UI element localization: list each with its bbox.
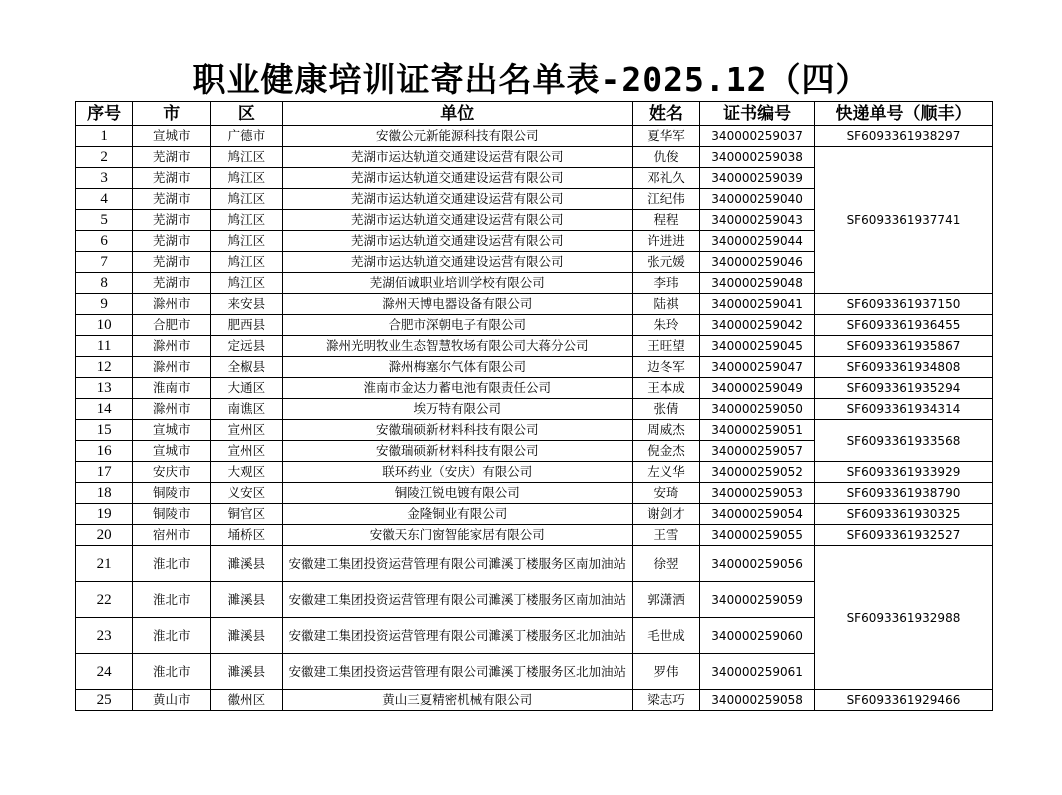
row-cert-no: 340000259057 <box>700 441 815 462</box>
row-unit: 芜湖市运达轨道交通建设运营有限公司 <box>282 147 632 168</box>
row-seq: 3 <box>76 168 133 189</box>
row-district: 铜官区 <box>211 504 283 525</box>
row-express-no: SF6093361932527 <box>814 525 992 546</box>
row-unit: 滁州梅塞尔气体有限公司 <box>282 357 632 378</box>
table-row <box>76 483 993 504</box>
row-district: 广德市 <box>211 126 283 147</box>
row-name: 边冬军 <box>632 357 700 378</box>
row-unit: 黄山三夏精密机械有限公司 <box>282 690 632 711</box>
row-city: 合肥市 <box>133 315 211 336</box>
row-name: 王旺望 <box>632 336 700 357</box>
table-row <box>76 357 993 378</box>
table-row <box>76 315 993 336</box>
row-seq: 4 <box>76 189 133 210</box>
row-cert-no: 340000259038 <box>700 147 815 168</box>
row-unit: 铜陵江锐电镀有限公司 <box>282 483 632 504</box>
row-city: 芜湖市 <box>133 231 211 252</box>
mailing-list-table <box>75 101 993 711</box>
row-cert-no: 340000259037 <box>700 126 815 147</box>
row-unit: 安徽建工集团投资运营管理有限公司濉溪丁楼服务区北加油站 <box>282 618 632 654</box>
row-express-no: SF6093361936455 <box>814 315 992 336</box>
row-district: 徽州区 <box>211 690 283 711</box>
table-row <box>76 147 993 168</box>
header-row <box>76 102 993 126</box>
row-express-no: SF6093361930325 <box>814 504 992 525</box>
row-city: 芜湖市 <box>133 147 211 168</box>
row-cert-no: 340000259052 <box>700 462 815 483</box>
row-city: 滁州市 <box>133 336 211 357</box>
row-seq: 11 <box>76 336 133 357</box>
row-unit: 滁州天博电器设备有限公司 <box>282 294 632 315</box>
row-city: 宣城市 <box>133 420 211 441</box>
row-name: 李玮 <box>632 273 700 294</box>
row-city: 黄山市 <box>133 690 211 711</box>
row-name: 周威杰 <box>632 420 700 441</box>
row-district: 埇桥区 <box>211 525 283 546</box>
row-city: 淮北市 <box>133 618 211 654</box>
row-seq: 6 <box>76 231 133 252</box>
row-seq: 22 <box>76 582 133 618</box>
row-name: 邓礼久 <box>632 168 700 189</box>
row-express-no: SF6093361933929 <box>814 462 992 483</box>
row-district: 濉溪县 <box>211 546 283 582</box>
row-seq: 12 <box>76 357 133 378</box>
row-unit: 安徽公元新能源科技有限公司 <box>282 126 632 147</box>
row-district: 宣州区 <box>211 441 283 462</box>
row-unit: 金隆铜业有限公司 <box>282 504 632 525</box>
row-cert-no: 340000259043 <box>700 210 815 231</box>
row-cert-no: 340000259056 <box>700 546 815 582</box>
row-unit: 芜湖市运达轨道交通建设运营有限公司 <box>282 231 632 252</box>
row-city: 淮南市 <box>133 378 211 399</box>
row-seq: 16 <box>76 441 133 462</box>
row-seq: 1 <box>76 126 133 147</box>
row-unit: 芜湖市运达轨道交通建设运营有限公司 <box>282 210 632 231</box>
row-cert-no: 340000259054 <box>700 504 815 525</box>
row-district: 义安区 <box>211 483 283 504</box>
row-cert-no: 340000259053 <box>700 483 815 504</box>
row-district: 濉溪县 <box>211 618 283 654</box>
row-cert-no: 340000259040 <box>700 189 815 210</box>
row-express-no: SF6093361937741 <box>814 147 992 294</box>
row-express-no: SF6093361932988 <box>814 546 992 690</box>
row-seq: 21 <box>76 546 133 582</box>
row-cert-no: 340000259046 <box>700 252 815 273</box>
row-express-no: SF6093361935867 <box>814 336 992 357</box>
row-seq: 20 <box>76 525 133 546</box>
row-cert-no: 340000259050 <box>700 399 815 420</box>
row-unit: 芜湖市运达轨道交通建设运营有限公司 <box>282 252 632 273</box>
row-city: 芜湖市 <box>133 189 211 210</box>
row-name: 陆祺 <box>632 294 700 315</box>
row-district: 鸠江区 <box>211 168 283 189</box>
table-row <box>76 126 993 147</box>
row-district: 全椒县 <box>211 357 283 378</box>
row-seq: 14 <box>76 399 133 420</box>
row-district: 濉溪县 <box>211 654 283 690</box>
row-name: 徐翌 <box>632 546 700 582</box>
row-district: 定远县 <box>211 336 283 357</box>
header-cert-no: 证书编号 <box>700 102 815 126</box>
row-city: 安庆市 <box>133 462 211 483</box>
row-cert-no: 340000259049 <box>700 378 815 399</box>
row-name: 许进进 <box>632 231 700 252</box>
row-district: 南谯区 <box>211 399 283 420</box>
row-cert-no: 340000259055 <box>700 525 815 546</box>
row-district: 宣州区 <box>211 420 283 441</box>
row-city: 淮北市 <box>133 546 211 582</box>
table-row <box>76 294 993 315</box>
row-cert-no: 340000259051 <box>700 420 815 441</box>
row-seq: 7 <box>76 252 133 273</box>
row-name: 夏华军 <box>632 126 700 147</box>
row-seq: 2 <box>76 147 133 168</box>
row-district: 鸠江区 <box>211 147 283 168</box>
row-city: 芜湖市 <box>133 210 211 231</box>
row-unit: 安徽建工集团投资运营管理有限公司濉溪丁楼服务区南加油站 <box>282 582 632 618</box>
header-name: 姓名 <box>632 102 700 126</box>
row-express-no: SF6093361933568 <box>814 420 992 462</box>
row-city: 宣城市 <box>133 441 211 462</box>
row-city: 滁州市 <box>133 399 211 420</box>
row-name: 倪金杰 <box>632 441 700 462</box>
row-cert-no: 340000259061 <box>700 654 815 690</box>
row-city: 铜陵市 <box>133 483 211 504</box>
table-row <box>76 336 993 357</box>
row-name: 王本成 <box>632 378 700 399</box>
row-name: 谢剑才 <box>632 504 700 525</box>
row-name: 毛世成 <box>632 618 700 654</box>
row-name: 王雪 <box>632 525 700 546</box>
row-city: 铜陵市 <box>133 504 211 525</box>
row-unit: 埃万特有限公司 <box>282 399 632 420</box>
row-seq: 19 <box>76 504 133 525</box>
row-cert-no: 340000259060 <box>700 618 815 654</box>
table-row <box>76 420 993 441</box>
row-name: 张倩 <box>632 399 700 420</box>
row-cert-no: 340000259059 <box>700 582 815 618</box>
row-cert-no: 340000259047 <box>700 357 815 378</box>
row-city: 淮北市 <box>133 654 211 690</box>
row-seq: 8 <box>76 273 133 294</box>
row-unit: 联环药业（安庆）有限公司 <box>282 462 632 483</box>
row-seq: 18 <box>76 483 133 504</box>
row-district: 鸠江区 <box>211 210 283 231</box>
row-unit: 安徽建工集团投资运营管理有限公司濉溪丁楼服务区南加油站 <box>282 546 632 582</box>
table-row <box>76 546 993 582</box>
row-unit: 淮南市金达力蓄电池有限责任公司 <box>282 378 632 399</box>
row-city: 芜湖市 <box>133 168 211 189</box>
header-city: 市 <box>133 102 211 126</box>
header-unit: 单位 <box>282 102 632 126</box>
row-cert-no: 340000259058 <box>700 690 815 711</box>
row-express-no: SF6093361938790 <box>814 483 992 504</box>
row-express-no: SF6093361935294 <box>814 378 992 399</box>
row-district: 大观区 <box>211 462 283 483</box>
row-seq: 25 <box>76 690 133 711</box>
row-express-no: SF6093361934808 <box>814 357 992 378</box>
row-unit: 芜湖市运达轨道交通建设运营有限公司 <box>282 168 632 189</box>
row-district: 来安县 <box>211 294 283 315</box>
row-city: 淮北市 <box>133 582 211 618</box>
row-city: 宣城市 <box>133 126 211 147</box>
table-row <box>76 525 993 546</box>
table-row <box>76 378 993 399</box>
row-city: 芜湖市 <box>133 273 211 294</box>
row-express-no: SF6093361929466 <box>814 690 992 711</box>
row-seq: 17 <box>76 462 133 483</box>
row-express-no: SF6093361937150 <box>814 294 992 315</box>
row-name: 江纪伟 <box>632 189 700 210</box>
row-cert-no: 340000259039 <box>700 168 815 189</box>
row-name: 左义华 <box>632 462 700 483</box>
row-unit: 安徽瑞硕新材料科技有限公司 <box>282 441 632 462</box>
row-district: 大通区 <box>211 378 283 399</box>
row-seq: 10 <box>76 315 133 336</box>
row-unit: 芜湖市运达轨道交通建设运营有限公司 <box>282 189 632 210</box>
row-unit: 安徽天东门窗智能家居有限公司 <box>282 525 632 546</box>
row-city: 滁州市 <box>133 294 211 315</box>
row-unit: 芜湖佰诚职业培训学校有限公司 <box>282 273 632 294</box>
document-title: 职业健康培训证寄出名单表-2025.12（四） <box>192 60 870 99</box>
row-name: 张元媛 <box>632 252 700 273</box>
row-district: 肥西县 <box>211 315 283 336</box>
row-name: 郭潇洒 <box>632 582 700 618</box>
row-district: 鸠江区 <box>211 189 283 210</box>
row-district: 鸠江区 <box>211 252 283 273</box>
row-district: 濉溪县 <box>211 582 283 618</box>
row-unit: 安徽瑞硕新材料科技有限公司 <box>282 420 632 441</box>
row-name: 安琦 <box>632 483 700 504</box>
header-district: 区 <box>211 102 283 126</box>
row-city: 宿州市 <box>133 525 211 546</box>
table-row <box>76 504 993 525</box>
row-unit: 滁州光明牧业生态智慧牧场有限公司大蒋分公司 <box>282 336 632 357</box>
row-name: 朱玲 <box>632 315 700 336</box>
row-express-no: SF6093361934314 <box>814 399 992 420</box>
row-district: 鸠江区 <box>211 231 283 252</box>
row-unit: 安徽建工集团投资运营管理有限公司濉溪丁楼服务区北加油站 <box>282 654 632 690</box>
row-seq: 24 <box>76 654 133 690</box>
table-row <box>76 462 993 483</box>
row-name: 仇俊 <box>632 147 700 168</box>
row-cert-no: 340000259042 <box>700 315 815 336</box>
row-name: 罗伟 <box>632 654 700 690</box>
row-name: 程程 <box>632 210 700 231</box>
header-express-no: 快递单号（顺丰） <box>814 102 992 126</box>
row-cert-no: 340000259041 <box>700 294 815 315</box>
row-seq: 9 <box>76 294 133 315</box>
row-seq: 5 <box>76 210 133 231</box>
row-cert-no: 340000259044 <box>700 231 815 252</box>
row-name: 梁志巧 <box>632 690 700 711</box>
header-seq: 序号 <box>76 102 133 126</box>
row-unit: 合肥市深朝电子有限公司 <box>282 315 632 336</box>
row-cert-no: 340000259048 <box>700 273 815 294</box>
table-body <box>76 126 993 711</box>
row-cert-no: 340000259045 <box>700 336 815 357</box>
row-city: 芜湖市 <box>133 252 211 273</box>
row-seq: 15 <box>76 420 133 441</box>
row-city: 滁州市 <box>133 357 211 378</box>
table-row <box>76 690 993 711</box>
row-district: 鸠江区 <box>211 273 283 294</box>
row-express-no: SF6093361938297 <box>814 126 992 147</box>
table-row <box>76 399 993 420</box>
row-seq: 13 <box>76 378 133 399</box>
row-seq: 23 <box>76 618 133 654</box>
